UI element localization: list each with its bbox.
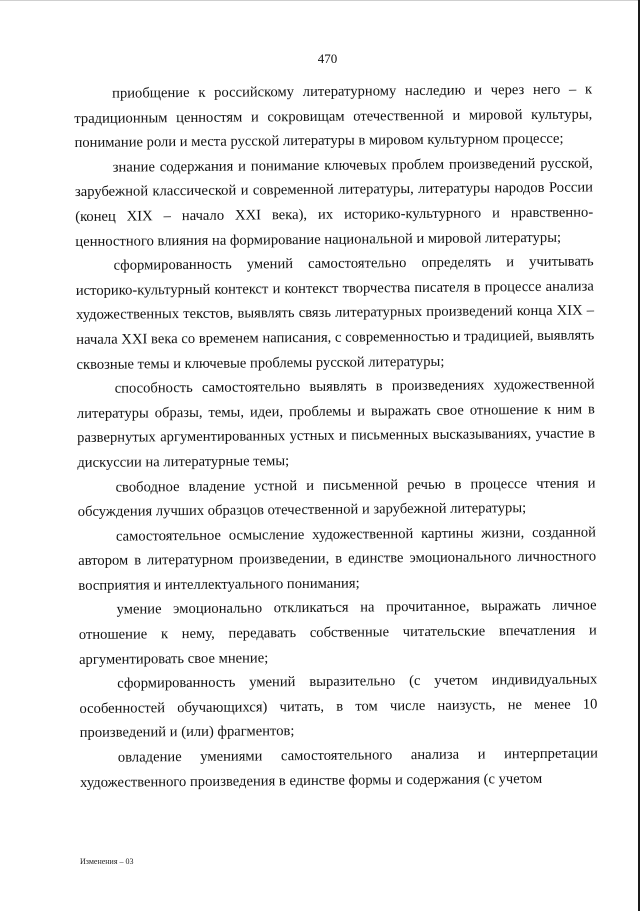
- paragraph: умение эмоционально откликаться на прочитанное, выражать личное отношение к нему, передавать собственные читательские впечатления и аргументировать свое мнение;: [78, 597, 597, 668]
- paragraph: приобщение к российскому литературному наследию и через него – к традиционным ценностям и сокровищам отечественной и мировой культуры, понимание роли и места русской литературы в мировом культурном процессе;: [74, 81, 593, 152]
- paragraph: свободное владение устной и письменной речью в процессе чтения и обсуждения лучших образцов отечественной и зарубежной литературы;: [77, 474, 596, 521]
- scan-edge-top: [0, 0, 640, 1]
- paragraph: сформированность умений самостоятельно определять и учитывать историко-культурный контекст и контекст творчества писателя в процессе анализа художественных текстов, выявлять связь литературных произведений конца XIX – начала XXI века со временем написания, с современностью и традицией, выявлять сквозные темы и ключевые проблемы русской литературы;: [75, 253, 595, 373]
- paragraph: способность самостоятельно выявлять в произведениях художественной литературы образы, темы, идеи, проблемы и выражать свое отношение к ним в развернутых аргументированных устных и письменных высказываниях, участие в дискуссии на литературные темы;: [76, 376, 596, 471]
- paragraph: знание содержания и понимание ключевых проблем произведений русской, зарубежной классической и современной литературы, литературы народов России (конец XIX – начало XXI века), их историко-культурного и нравственно-ценностного влияния на формирование национальной и мировой литературы;: [74, 155, 594, 250]
- paragraph: самостоятельное осмысление художественной картины жизни, созданной автором в литературном произведении, в единстве эмоционального личностного восприятия и интеллектуального понимания;: [78, 524, 597, 594]
- footer-revision-note: Изменения – 03: [80, 857, 134, 866]
- paragraph: сформированность умений выразительно (с учетом индивидуальных особенностей обучающихся) читать, в том числе наизусть, не менее 10 произведений и (или) фрагментов;: [79, 671, 598, 742]
- document-body: [74, 77, 598, 795]
- paragraph: овладение умениями самостоятельного анализа и интерпретации художественного произведения в единстве формы и содержания (с учетом: [80, 745, 598, 791]
- page-number: 470: [317, 51, 338, 66]
